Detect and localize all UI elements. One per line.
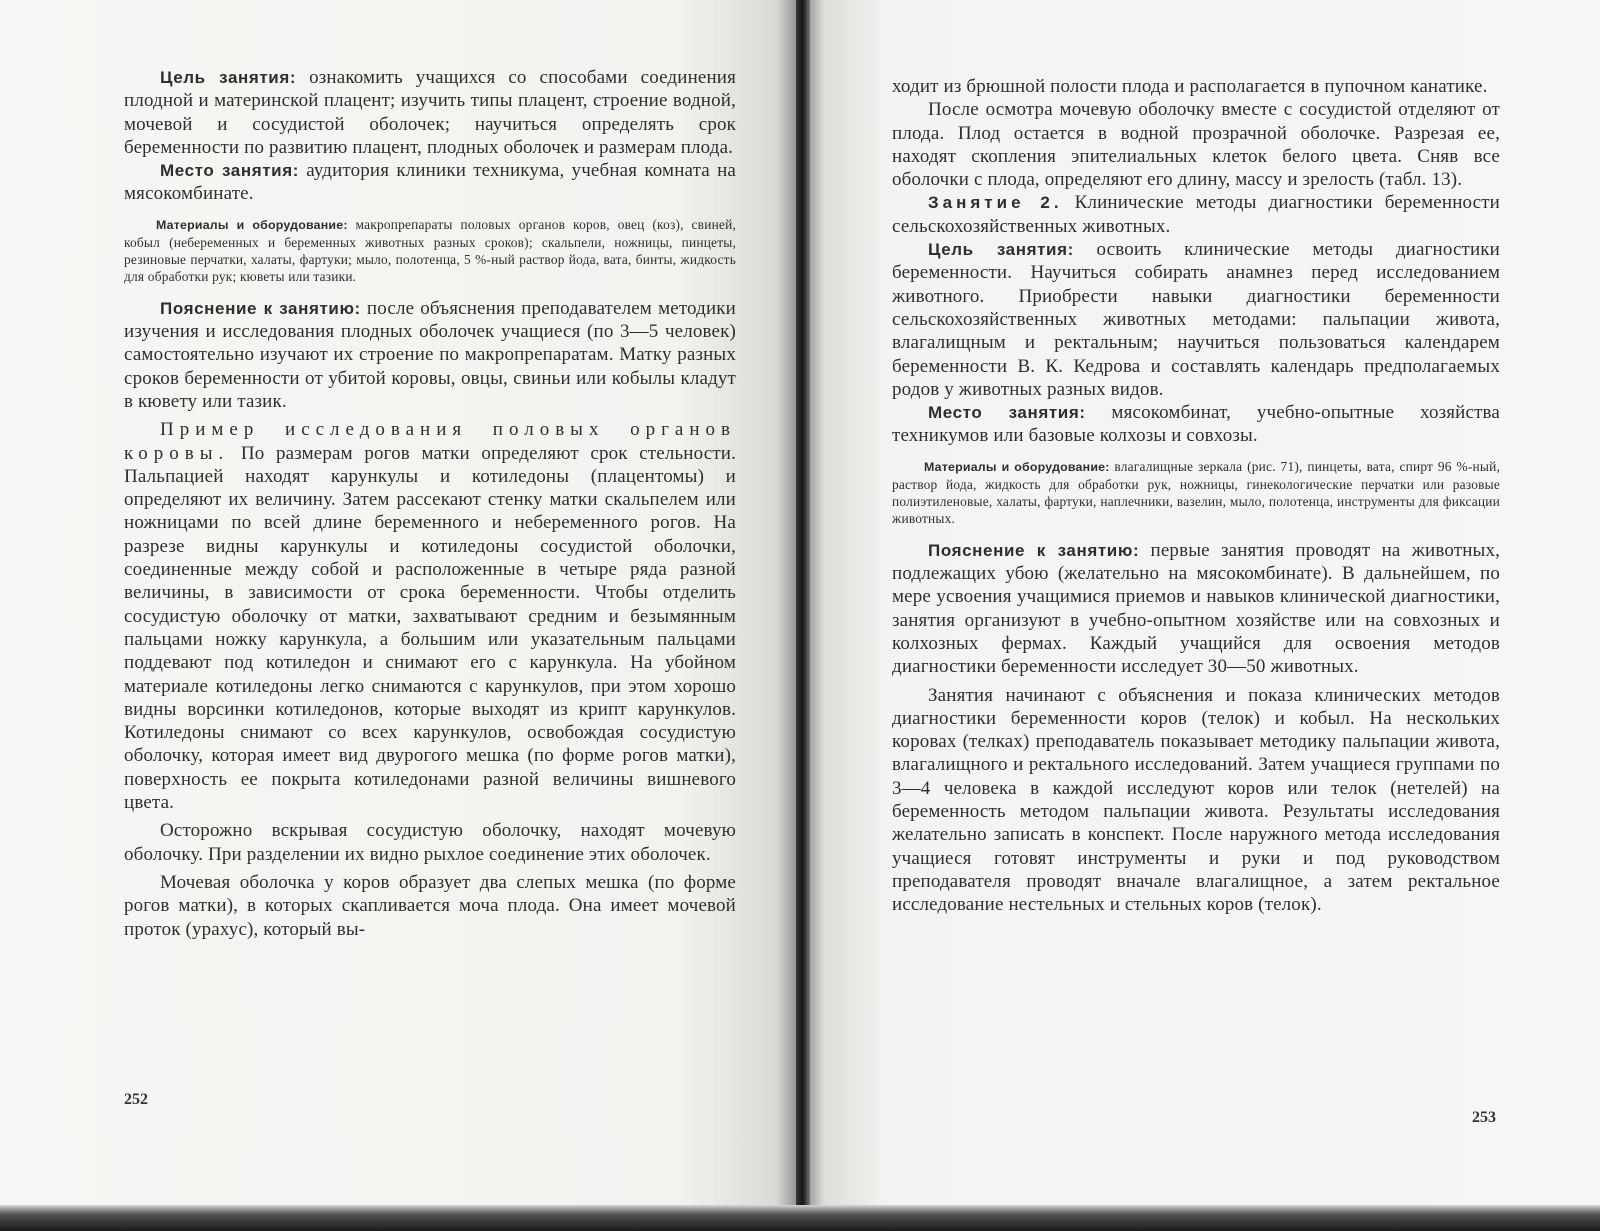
example-paragraph (124, 418, 736, 814)
explanation-text: после объяснения преподавателем методики изучения и исследования плодных оболочек учащиеся (по 3—5 человек) самостоятельно изучают их строение по макропрепаратам. Матку разных сроков беременности от убитой коровы, овцы, свиньи или кобылы кладут в кювету или тазик. (124, 297, 736, 412)
example-text: По размерам рогов матки определяют срок стельности. Пальпацией находят карункулы и котиледоны (плацентомы) и определяют их величину. Затем рассекают стенку матки скальпелем или ножницами по всей длине беременного и небеременного рогов. На разрезе видны карункулы и котиледоны сосудистой оболочки, соединенные между собой и расположенные в четыре ряда разной величины, в зависимости от срока беременности. Чтобы отделить сосудистую оболочку от матки, захватывают средним и безымянным пальцами ножку карункула, а большим или указательным пальцами поддевают под котиледон и снимают его с карункула. На убойном материале котиледоны легко снимаются с карункулов, при этом хорошо видны ворсинки котиледонов, которые выходят из крипт карункулов. Котиледоны снимают со всех карункулов, освобождая сосудистую оболочку, которая имеет вид двурогого мешка (по форме рогов матки), поверхность ее покрыта котиледонами разной величины вишневого цвета. (124, 442, 736, 814)
place-text: аудитория клиники техникума, учебная комната на мясокомбинате. (124, 160, 736, 205)
explanation-label: Пояснение к занятию: (160, 298, 361, 318)
page-number-right: 253 (1472, 1109, 1496, 1126)
place-paragraph-2 (892, 401, 1500, 448)
vascular-membrane-paragraph: Осторожно вскрывая сосудистую оболочку, находят мочевую оболочку. При разделении их видно рыхлое соединение этих оболочек. (124, 820, 736, 865)
materials-text-2: влагалищные зеркала (рис. 71), пинцеты, вата, спирт 96 %-ный, раствор йода, жидкость для обработки рук, ножницы, гинекологические перчатки или разовые полиэтиленовые, халаты, фартуки, наплечники, вазелин, мыло, полотенца, инструменты для фиксации животных. (892, 458, 1501, 526)
goal-paragraph (124, 66, 736, 159)
materials-text: макропрепараты половых органов коров, овец (коз), свиней, кобыл (небеременных и беременных животных разных сроков); скальпели, ножницы, пинцеты, резиновые перчатки, халаты, фартуки; мыло, полотенца, 5 %-ный раствор йода, вата, бинты, жидкость для обработки рук; кюветы или тазики. (124, 216, 736, 284)
materials-paragraph (124, 216, 736, 285)
goal-label: Цель занятия: (160, 68, 297, 87)
explanation-text-2: первые занятия проводят на животных, подлежащих убою (желательно на мясокомбинате). В дальнейшем, по мере усвоения учащимися приемов и навыков клинической диагностики, занятия организуют в учебно-опытном хозяйстве или на совхозных и колхозных фермах. Каждый учащийся для освоения методов диагностики беременности исследует 30—50 животных. (892, 539, 1500, 678)
urinary-membrane-paragraph: Мочевая оболочка у коров образует два слепых мешка (по форме рогов матки), в которых скапливается моча плода. Она имеет мочевой проток (урахус), который вы- (124, 871, 736, 940)
materials-label: Материалы и оборудование: (156, 217, 348, 232)
place-label: Место занятия: (160, 161, 299, 181)
lesson-2-paragraph (892, 191, 1500, 238)
materials-label-2: Материалы и оборудование: (924, 459, 1110, 474)
goal-paragraph-2 (892, 238, 1500, 401)
materials-paragraph-2 (892, 458, 1500, 527)
continuation-paragraph: ходит из брюшной полости плода и располагается в пупочном канатике. (892, 76, 1488, 97)
example-heading: Пример исследования половых органов коровы. (124, 419, 736, 464)
explanation-label-2: Пояснение к занятию: (928, 540, 1140, 560)
explanation-paragraph (124, 297, 736, 413)
after-inspection-paragraph: После осмотра мочевую оболочку вместе с сосудистой отделяют от плода. Плод остается в водной прозрачной оболочке. Разрезая ее, находят скопления эпителиальных клеток белого цвета. Сняв все оболочки с плода, определяют его длину, массу и зрелость (табл. 13). (892, 99, 1500, 191)
goal-text: ознакомить учащихся со способами соединения плодной и материнской плацент; изучить типы плацент, строение водной, мочевой и сосудистой оболочек; научиться определять срок беременности по развитию плацент, плодных оболочек и размерам плода. (124, 67, 736, 158)
place-text-2: мясокомбинат, учебно-опытные хозяйства техникумов или базовые колхозы и совхозы. (892, 402, 1500, 447)
lesson-2-label: Занятие 2. (928, 193, 1063, 213)
place-paragraph (124, 159, 736, 206)
place-label-2: Место занятия: (928, 403, 1086, 423)
right-page-text (892, 75, 1500, 917)
goal-text-2: освоить клинические методы диагностики беременности. Научиться собирать анамнез перед исследованием животного. Приобрести навыки диагностики беременности сельскохозяйственных животных методами: пальпации живота, влагалищным и ректальным; научиться пользоваться календарем беременности В. К. Кедрова и составлять календарь предполагаемых родов у животных разных видов. (892, 239, 1500, 400)
lessons-start-paragraph: Занятия начинают с объяснения и показа клинических методов диагностики беременности коров (телок) и кобыл. На нескольких коровах (телках) преподаватель показывает методику пальпации живота, влагалищного и ректального исследований. Затем учащиеся группами по 3—4 человека в каждой исследуют коров или телок (нетелей) на беременность методом пальпации живота. Результаты исследования желательно записать в конспект. После наружного метода исследования учащиеся готовят инструменты и руки и под руководством преподавателя проводят вначале влагалищное, а затем ректальное исследование нестельных и стельных коров (телок). (892, 684, 1500, 916)
page-edge-shadow (0, 1205, 1600, 1231)
book-spine (796, 0, 810, 1231)
goal-label-2: Цель занятия: (928, 240, 1074, 260)
lesson-2-title: Клинические методы диагностики беременности сельскохозяйственных животных. (892, 192, 1500, 237)
page-number-left: 252 (124, 1091, 148, 1108)
left-page-text (124, 66, 736, 941)
explanation-paragraph-2 (892, 539, 1500, 679)
